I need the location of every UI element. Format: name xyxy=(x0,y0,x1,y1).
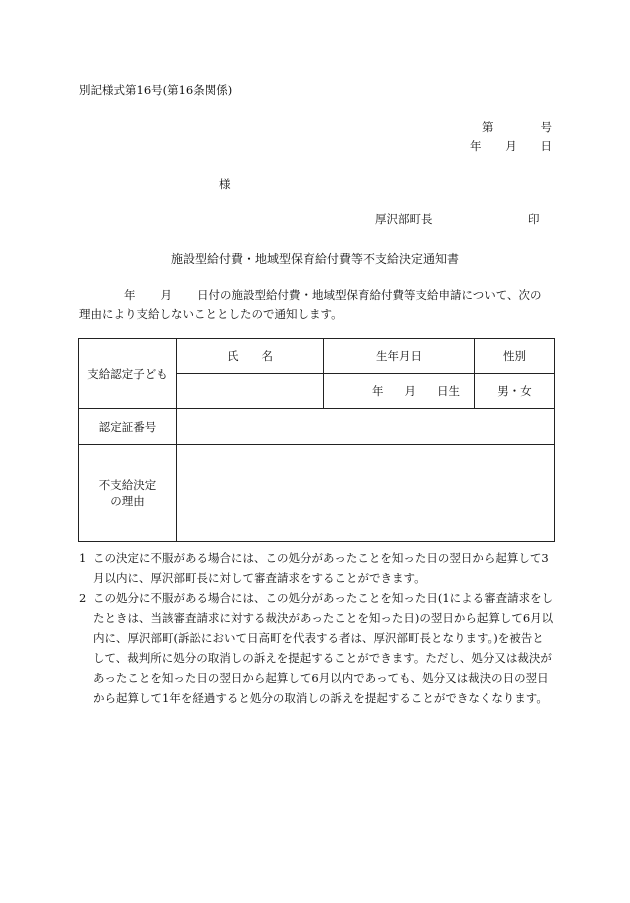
sex-value[interactable]: 男・女 xyxy=(475,374,555,409)
date-year: 年 xyxy=(470,139,482,153)
body-paragraph xyxy=(79,286,553,324)
note-number: 1 xyxy=(79,551,87,565)
document-number xyxy=(482,119,552,135)
dob-value-cell[interactable] xyxy=(324,374,475,409)
note-item xyxy=(79,588,555,708)
body-month: 月 xyxy=(160,288,172,302)
date-month: 月 xyxy=(505,139,517,153)
notes xyxy=(79,548,555,708)
recipient-suffix: 様 xyxy=(219,177,231,191)
dob-year: 年 xyxy=(372,384,384,398)
note-text: この決定に不服がある場合には、この処分があったことを知った日の翌日から起算して3月以内に、厚沢部町長に対して審査請求をすることができます。 xyxy=(93,551,549,585)
body-year: 年 xyxy=(124,288,136,302)
name-value-cell[interactable] xyxy=(177,374,324,409)
dob-month: 月 xyxy=(404,384,416,398)
dob-day: 日生 xyxy=(437,384,460,398)
doc-number-suffix: 号 xyxy=(540,120,552,134)
info-table xyxy=(78,338,555,542)
document-date xyxy=(470,138,552,154)
reason-cell[interactable] xyxy=(177,445,555,542)
cert-number-label: 認定証番号 xyxy=(79,409,177,445)
sex-label: 性別 xyxy=(475,339,555,374)
note-text: この処分に不服がある場合には、この処分があったことを知った日(1による審査請求をしたときは、当該審査請求に対する裁決があったことを知った日)の翌日から起算して6月以内に、厚沢部町(訴訟において日高町を代表する者は、厚沢部町長となります。)を被告として、裁判所に処分の取消しの訴えを提起することができます。ただし、処分又は裁決があったことを知った日の翌日から起算して6月以内であっても、処分又は裁決の日の翌日から起算して1年を経過すると処分の取消しの訴えを提起することができなくなります。 xyxy=(93,591,554,705)
date-day: 日 xyxy=(540,139,552,153)
dob-label: 生年月日 xyxy=(324,339,475,374)
body-text: 日付の施設型給付費・地域型保育給付費等支給申請について、次の理由により支給しないこととしたので通知します。 xyxy=(79,288,542,321)
form-number: 別記様式第16号(第16条関係) xyxy=(79,83,233,97)
document-title: 施設型給付費・地域型保育給付費等不支給決定通知書 xyxy=(170,252,459,266)
note-number: 2 xyxy=(79,591,87,605)
reason-label-line-2: の理由 xyxy=(110,494,145,508)
doc-number-prefix: 第 xyxy=(482,120,494,134)
reason-label-line-1: 不支給決定 xyxy=(98,478,157,492)
cert-number-cell[interactable] xyxy=(177,409,555,445)
child-label: 支給認定子ども xyxy=(79,339,177,409)
seal-mark: 印 xyxy=(528,212,540,226)
reason-label xyxy=(79,445,177,542)
note-item xyxy=(79,548,555,588)
name-label: 氏 名 xyxy=(177,339,324,374)
issuer-name: 厚沢部町長 xyxy=(375,212,433,226)
